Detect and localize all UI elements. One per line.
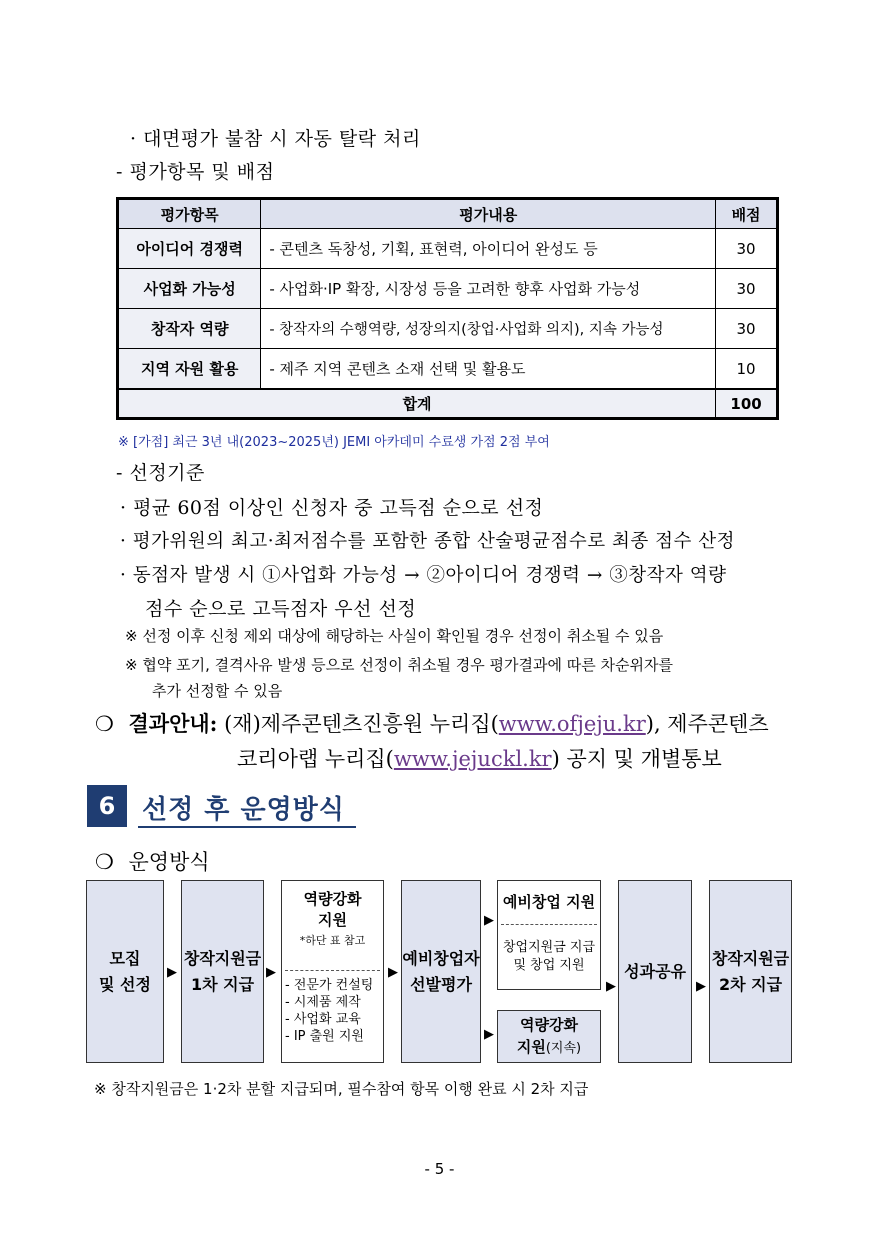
- row-desc: - 창작자의 수행역량, 성장의지(창업·사업화 의지), 지속 가능성: [261, 309, 716, 349]
- capacity-items: - 전문가 컨설팅 - 시제품 제작 - 사업화 교육 - IP 출원 지원: [285, 978, 374, 1044]
- ofjeju-link[interactable]: www.ofjeju.kr: [498, 712, 646, 736]
- row-item: 사업화 가능성: [118, 269, 261, 309]
- header-content: 평가내용: [261, 199, 716, 229]
- criteria-note-2-cont: 추가 선정할 수 있음: [152, 682, 283, 700]
- operation-heading-text: 운영방식: [128, 850, 210, 874]
- table-row: [118, 229, 778, 269]
- result-marker: ❍: [95, 712, 114, 736]
- jejuckl-link[interactable]: www.jejuckl.kr: [393, 747, 552, 771]
- row-score: 10: [716, 349, 778, 390]
- flow-preeval-box: 예비창업자 선발평가: [401, 880, 481, 1063]
- flow-prestart-box: [497, 880, 601, 990]
- row-desc: - 사업화·IP 확장, 시장성 등을 고려한 향후 사업화 가능성: [261, 269, 716, 309]
- flow-pay1-box: 창작지원금 1차 지급: [181, 880, 264, 1063]
- flow-arrow-icon: ▶: [696, 979, 706, 994]
- row-score: 30: [716, 229, 778, 269]
- heading-criteria: - 선정기준: [116, 462, 205, 484]
- row-desc: - 제주 지역 콘텐츠 소재 선택 및 활용도: [261, 349, 716, 390]
- total-label: 합계: [118, 389, 716, 419]
- table-header-row: [118, 199, 778, 229]
- row-item: 창작자 역량: [118, 309, 261, 349]
- flow-capacity-continue-box: [497, 1010, 601, 1063]
- table-row: [118, 309, 778, 349]
- result-label: 결과안내:: [128, 711, 218, 736]
- result-text-3: 코리아랩 누리집(: [237, 747, 394, 771]
- prestart-title: 예비창업 지원: [502, 893, 596, 911]
- flow-arrow-icon: ▶: [484, 1027, 494, 1042]
- cont-sub2: (지속): [545, 1040, 582, 1056]
- table-row: [118, 269, 778, 309]
- footnote: ※ 창작지원금은 1·2차 분할 지급되며, 필수참여 항목 이행 완료 시 2차 지급: [94, 1080, 589, 1098]
- cont-sub1: 지원: [516, 1037, 546, 1056]
- criteria-note-2: ※ 협약 포기, 결격사유 발생 등으로 선정이 취소될 경우 평가결과에 따른 차순위자를: [125, 656, 673, 674]
- criteria-bullet-2: · 평가위원의 최고·최저점수를 포함한 종합 산술평균점수로 최종 점수 산정: [120, 531, 735, 552]
- cont-title: 역량강화: [520, 1015, 578, 1034]
- flow-capacity-box: [281, 880, 384, 1063]
- capacity-note: *하단 표 참고: [299, 934, 366, 947]
- operation-heading: [95, 846, 210, 876]
- prestart-desc: 창업지원금 지급 및 창업 지원: [502, 940, 596, 973]
- flow-share-box: 성과공유: [618, 880, 692, 1063]
- section-title: 선정 후 운영방식: [142, 795, 345, 825]
- total-score: 100: [716, 389, 778, 419]
- row-item: 지역 자원 활용: [118, 349, 261, 390]
- result-text-2: ), 제주콘텐츠: [645, 712, 769, 736]
- flow-arrow-icon: ▶: [266, 965, 276, 980]
- flow-arrow-icon: ▶: [606, 979, 616, 994]
- flow-arrow-icon: ▶: [484, 913, 494, 928]
- header-item: 평가항목: [118, 199, 261, 229]
- criteria-note-1: ※ 선정 이후 신청 제외 대상에 해당하는 사실이 확인될 경우 선정이 취소될 수 있음: [125, 627, 664, 645]
- section-underline: [138, 826, 356, 828]
- page-number: - 5 -: [424, 1160, 455, 1178]
- table-row: [118, 349, 778, 390]
- result-text-1: (재)제주콘텐츠진흥원 누리집(: [224, 712, 499, 736]
- header-score: 배점: [716, 199, 778, 229]
- row-desc: - 콘텐츠 독창성, 기획, 표현력, 아이디어 완성도 등: [261, 229, 716, 269]
- row-item: 아이디어 경쟁력: [118, 229, 261, 269]
- section-number: 6: [87, 785, 127, 827]
- bullet-absent: · 대면평가 불참 시 자동 탈락 처리: [130, 128, 421, 150]
- criteria-bullet-1: · 평균 60점 이상인 신청자 중 고득점 순으로 선정: [120, 497, 544, 519]
- capacity-title: 역량강화 지원: [303, 890, 362, 929]
- row-score: 30: [716, 269, 778, 309]
- flow-arrow-icon: ▶: [388, 965, 398, 980]
- result-text-4: ) 공지 및 개별통보: [551, 747, 722, 771]
- operation-marker: ❍: [95, 850, 114, 874]
- row-score: 30: [716, 309, 778, 349]
- result-line-2: [237, 743, 722, 773]
- heading-eval-items: - 평가항목 및 배점: [116, 161, 275, 183]
- flow-recruit-box: 모집 및 선정: [86, 880, 164, 1063]
- table-total-row: [118, 389, 778, 419]
- bonus-note: ※ [가점] 최근 3년 내(2023~2025년) JEMI 아카데미 수료생 가점 2점 부여: [118, 435, 550, 450]
- criteria-bullet-3-cont: 점수 순으로 고득점자 우선 선정: [145, 598, 417, 620]
- flow-pay2-box: 창작지원금 2차 지급: [709, 880, 792, 1063]
- criteria-bullet-3: · 동점자 발생 시 ①사업화 가능성 → ②아이디어 경쟁력 → ③창작자 역량: [120, 565, 727, 586]
- flow-arrow-icon: ▶: [167, 965, 177, 980]
- result-line-1: [95, 708, 769, 738]
- evaluation-table: [116, 197, 779, 420]
